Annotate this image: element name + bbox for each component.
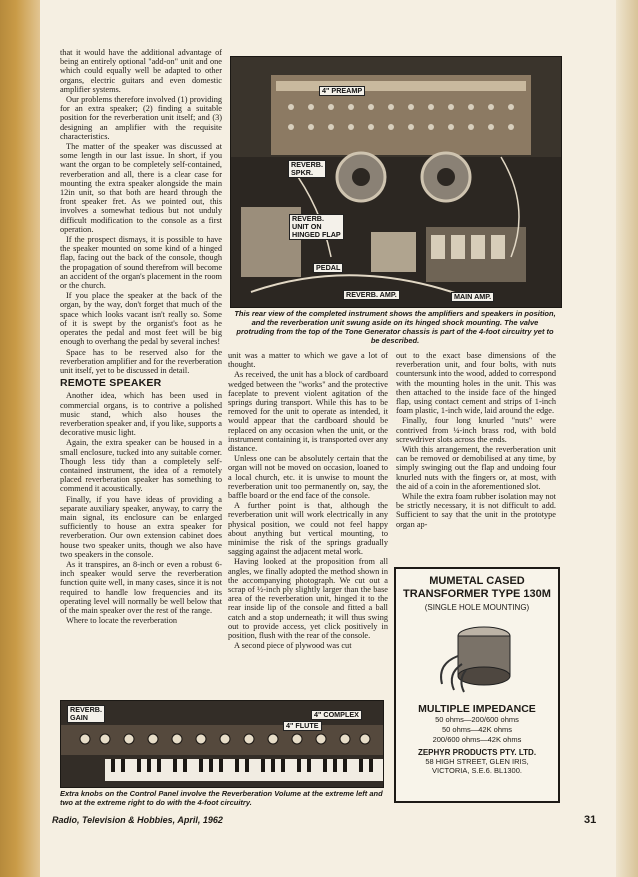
- control-panel-caption: Extra knobs on the Control Panel involve the Reverberation Volume at the extreme left and two at the extreme right to do with the 4-foot circuitry.: [60, 789, 383, 807]
- paragraph: As received, the unit has a block of cardboard wedged between the "works" and the protective faceplate to prevent violent agitation of the springs during transport. While this has to be removed for the unit to operate as intended, it would appear that the cardboard should be replaced on any occasion when the unit, or the instrument containing it, is transported over any distance.: [228, 370, 388, 454]
- page-footer: Radio, Television & Hobbies, April, 1962: [52, 815, 223, 825]
- paragraph: Space has to be reserved also for the reverberation amplifier and for the reverberation unit itself, yet to be discussed in detail.: [60, 347, 222, 375]
- page-binding: [0, 0, 40, 877]
- paragraph: As it transpires, an 8-inch or even a robust 6-inch speaker would serve the reverberation function quite well, in many cases, since it is not required to handle low frequencies and its operating level will normally be well below that of the main speaker over the rest of the range.: [60, 559, 222, 615]
- paragraph: Unless one can be absolutely certain that the organ will not be moved on occasion, loaned to a local church, etc. it is unwise to mount the reverberation unit too permanently on, say, the baffle board or the end face of the console.: [228, 454, 388, 501]
- label-reverb-gain: REVERB. GAIN: [67, 705, 105, 723]
- paragraph: If the prospect dismays, it is possible to have the speaker mounted on some kind of a hinged flap, facing out the back of the console, though the propagation of sound therefrom will become an accident of the organ's placement in the room or the church.: [60, 235, 222, 291]
- paragraph: Another idea, which has been used in commercial organs, is to contrive a polished music stand, which also houses the reverberation speaker and, if you like, supports a decorative music light.: [60, 391, 222, 438]
- ad-address: VICTORIA, S.E.6. BL1300.: [432, 766, 522, 775]
- ad-ohm-line: 50 ohms—42K ohms: [441, 725, 513, 734]
- transformer-icon: [422, 616, 532, 694]
- rear-view-photo: [230, 56, 562, 308]
- paragraph: A second piece of plywood was cut: [234, 641, 352, 651]
- paragraph: While the extra foam rubber isolation may not be strictly necessary, it is not difficult to add. Sufficient to say that the unit in the prototype organ ap-: [396, 492, 556, 529]
- rear-view-illustration: [231, 57, 561, 307]
- transformer-advertisement: [394, 567, 560, 803]
- article-column-3: [396, 351, 556, 563]
- ad-impedance: MULTIPLE IMPEDANCE: [418, 703, 536, 715]
- paragraph: Finally, if you have ideas of providing a separate auxiliary speaker, anyway, to carry the main signal, its enclosure can be enlarged sufficiently to house an extra speaker for reverberation. Our own extension cabinet does house two speaker units, though we also have two speakers in the console.: [60, 494, 222, 559]
- paragraph: unit was a matter to which we gave a lot of thought.: [228, 351, 388, 370]
- paragraph: The matter of the speaker was discussed at some length in our last issue. In short, if you want the organ to be completely self-contained, reverberation and all, there is a clear case for mounting the extra speaker alongside the main 12in unit, so that both are heard through the front speaker fret. As we pointed out, this involves a somewhat tedious but not unduly difficult modification to the console as a first operation.: [60, 142, 222, 234]
- label-reverb-speaker: REVERB. SPKR.: [288, 160, 326, 178]
- label-pedal: PEDAL: [313, 263, 343, 273]
- control-panel-photo: [60, 700, 384, 788]
- paragraph: Our problems therefore involved (1) providing for an extra speaker; (2) finding a suitable position for the reverberation unit itself; and (3) designing an amplifier with the requisite characteristics.: [60, 95, 222, 141]
- label-reverb-unit: REVERB. UNIT ON HINGED FLAP: [289, 214, 344, 240]
- paragraph: Again, the extra speaker can be housed in a small enclosure, tucked into any suitable corner. Though less tidy than a completely self-contained instrument, the idea of a remotely placed reverberation speaker has something to commend it acoustically.: [60, 438, 222, 494]
- label-preamp: 4" PREAMP: [319, 86, 365, 96]
- ad-ohm-line: 50 ohms—200/600 ohms: [435, 715, 519, 724]
- page-number: 31: [584, 814, 597, 826]
- ad-address: 58 HIGH STREET, GLEN IRIS,: [425, 757, 529, 766]
- article-column-2: [228, 351, 388, 681]
- paragraph: out to the exact base dimensions of the reverberation unit, and four bolts, with nuts countersunk into the wood, added to correspond with the mounting holes in the unit. This was then attached to the inside face of the hinged flap, using contact cement and strips of 1-inch foam plastic, 1-inch wide, laid around the edge.: [396, 351, 556, 416]
- ad-subtitle: (SINGLE HOLE MOUNTING): [424, 603, 530, 612]
- label-4ft-complex: 4" COMPLEX: [311, 710, 362, 720]
- paragraph: A further point is that, although the reverberation unit will work electrically in any physical position, we could not feel happy about anything but vertical mounting, to minimise the risk of the springs gradually sagging against the adjacent metal work.: [228, 501, 388, 557]
- ad-company: ZEPHYR PRODUCTS PTY. LTD.: [417, 748, 537, 757]
- paragraph: Where to locate the reverberation: [66, 616, 178, 626]
- paragraph: With this arrangement, the reverberation unit can be removed or demobilised at any time, by simply swinging out the flap and undoing four knurled nuts with the fingers or, at most, with the aid of a coin in the aforementioned slot.: [396, 445, 556, 491]
- article-column-1: [60, 48, 222, 680]
- section-heading: REMOTE SPEAKER: [60, 377, 162, 390]
- label-4ft-flute: 4" FLUTE: [283, 721, 322, 731]
- page-edge: [616, 0, 638, 877]
- label-reverb-amp: REVERB. AMP.: [343, 290, 400, 300]
- paragraph: Finally, four long knurled "nuts" were contrived from ¼-inch brass rod, with bold screwdriver slots across the ends.: [396, 416, 556, 444]
- label-main-amp: MAIN AMP.: [451, 292, 494, 302]
- paragraph: If you place the speaker at the back of the organ, by the way, don't forget that much of the space which looks vacant isn't really so. Some of it is swept by the organist's foot as he operates the pedal and most feet will be big enough to overhang the pedal by several inches!: [60, 291, 222, 347]
- paragraph: that it would have the additional advantage of being an entirely optional "add-on" unit and one which could equally well be adapted to other organs, electric guitars and even domestic amplifier systems.: [60, 48, 222, 94]
- rear-view-caption: This rear view of the completed instrument shows the amplifiers and speakers in position, and the reverberation unit swung aside on its hinged shock mounting. The valve protruding from the top of the Tone Generator chassis is part of the 4-foot circuitry yet to be described.: [234, 309, 556, 345]
- ad-ohm-line: 200/600 ohms—42K ohms: [432, 735, 522, 744]
- paragraph: Having looked at the proposition from all angles, we finally adopted the method shown in the accompanying photograph. We cut out a scrap of ½-inch ply slightly larger than the base area of the reverberation unit, hinged it to the rear inside lip of the console and fitted a ball catch and a stop underneath; it will thus swing out to provide access, yet click positively in position, flush with the rear of the console.: [228, 557, 388, 641]
- ad-title: MUMETAL CASED TRANSFORMER TYPE 130M: [403, 575, 551, 600]
